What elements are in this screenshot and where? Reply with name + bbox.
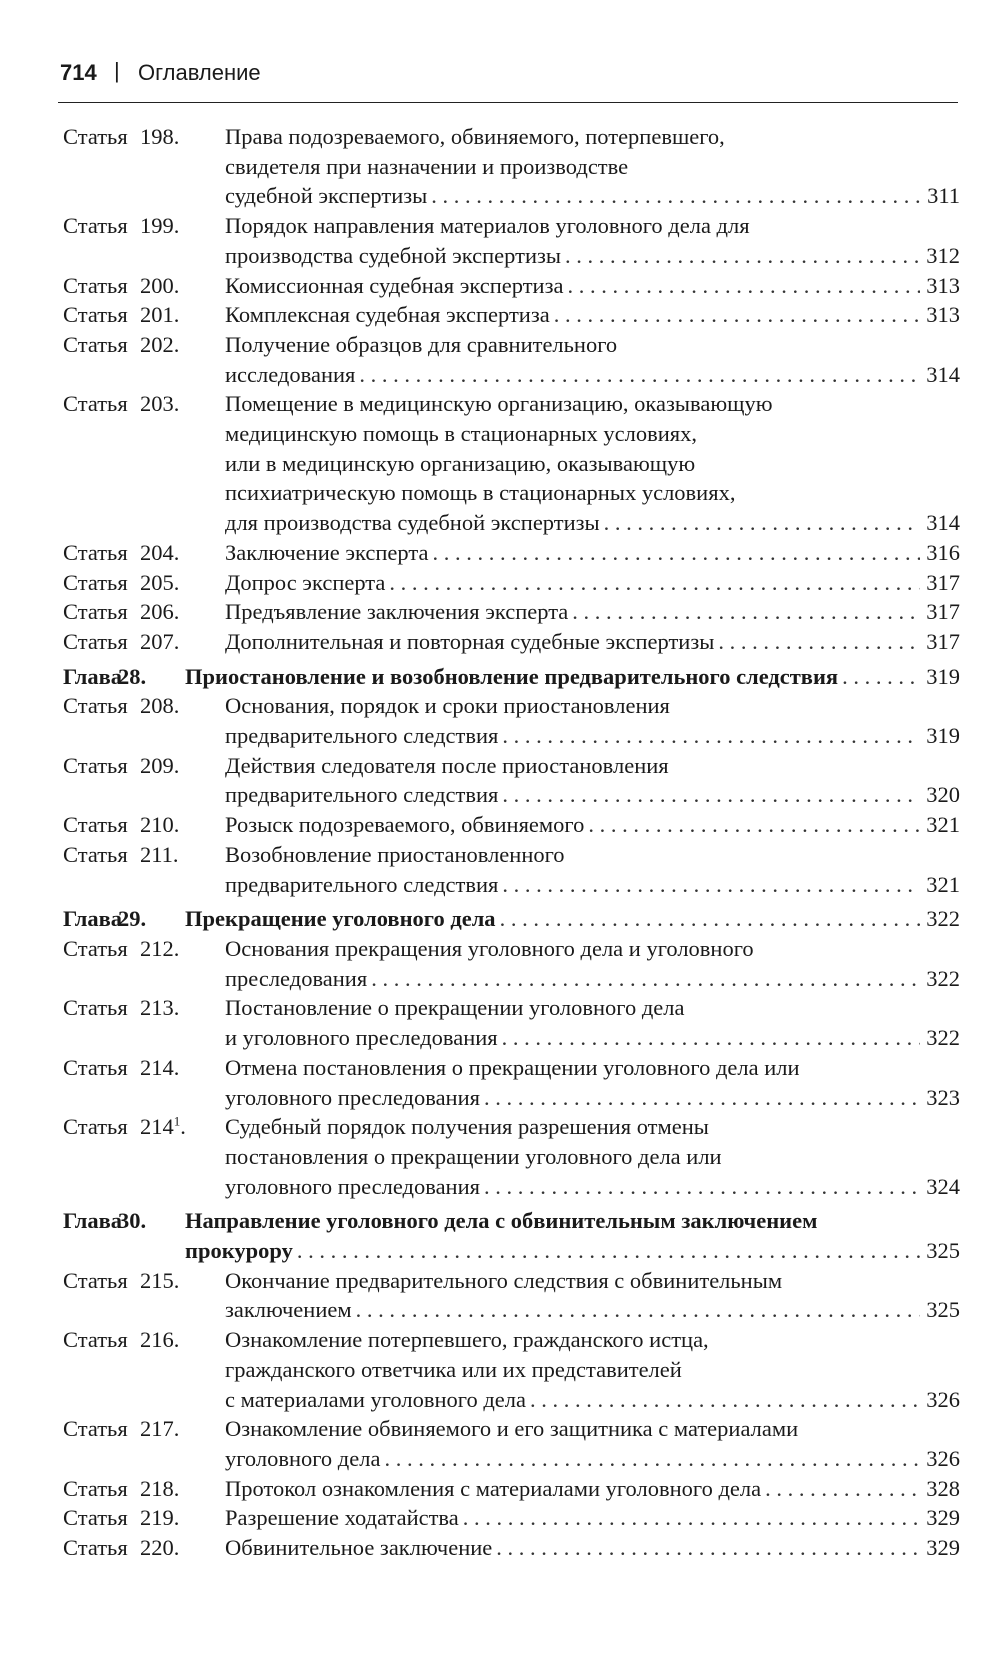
entry-title-text: предварительного следствия [225, 782, 499, 808]
entry-number: 205. [140, 569, 180, 595]
entry-number: 214. [140, 1054, 180, 1080]
dot-leader [384, 1444, 920, 1474]
page-number: 714 [60, 60, 97, 85]
entry-label-word: Статья [63, 628, 128, 654]
entry-title-text: психиатрическую помощь в стационарных условиях, [225, 480, 736, 506]
entry-number: 201. [140, 302, 180, 328]
entry-title-line [225, 810, 960, 840]
entry-title-text: с материалами уголовного дела [225, 1386, 526, 1412]
toc-article-entry [63, 1112, 960, 1201]
entry-label-word: Статья [63, 812, 128, 838]
entry-title-line [225, 597, 960, 627]
entry-label [63, 1474, 213, 1504]
entry-number: 215. [140, 1267, 180, 1293]
entry-label-word: Статья [63, 935, 128, 961]
entry-title-line [225, 1503, 960, 1533]
toc-chapter-entry [63, 1206, 960, 1265]
entry-title-text: Отмена постановления о прекращении уголовного дела или [225, 1054, 800, 1080]
dot-leader [502, 721, 920, 751]
entry-title-text: уголовного преследования [225, 1084, 480, 1110]
entry-number: 208. [140, 693, 180, 719]
entry-title-text: Постановление о прекращении уголовного дела [225, 995, 685, 1021]
entry-title-line [225, 122, 960, 152]
dot-leader [718, 627, 920, 657]
entry-number: 218. [140, 1475, 180, 1501]
toc-article-entry [63, 271, 960, 301]
entry-label [63, 211, 213, 241]
entry-title-line [225, 330, 960, 360]
entry-label-word: Статья [63, 124, 128, 149]
entry-title-text: для производства судебной экспертизы [225, 510, 600, 536]
entry-page-number: 316 [926, 539, 960, 565]
entry-number: 28. [118, 663, 147, 689]
entry-title-line [225, 568, 960, 598]
entry-page-number: 325 [926, 1297, 960, 1323]
entry-page-number: 317 [926, 569, 960, 595]
entry-title-line [225, 449, 960, 479]
entry-page-number: 313 [926, 272, 960, 298]
entry-title-text: предварительного следствия [225, 723, 499, 749]
entry-number: 213. [140, 995, 180, 1021]
entry-title-line [225, 627, 960, 657]
entry-title-line [225, 241, 960, 271]
header-title: Оглавление [138, 60, 261, 85]
entry-label-word: Статья [63, 1327, 128, 1353]
entry-page-number: 329 [926, 1535, 960, 1561]
entry-page-number: 324 [926, 1173, 960, 1199]
entry-page-number: 326 [926, 1386, 960, 1412]
entry-label-word: Статья [63, 1267, 128, 1293]
entry-number: $214^1$. [140, 1113, 186, 1140]
entry-label [63, 568, 213, 598]
dot-leader [484, 1172, 920, 1202]
entry-title-line [185, 904, 960, 934]
entry-title-text: свидетеля при назначении и производстве [225, 153, 629, 179]
entry-number: 209. [140, 752, 180, 778]
entry-label-word: Глава [63, 1208, 123, 1234]
entry-title-line [225, 478, 960, 508]
dot-leader [500, 904, 920, 934]
dot-leader [389, 568, 920, 598]
toc-article-entry [63, 568, 960, 598]
entry-title-text: Помещение в медицинскую организацию, оказывающую [225, 391, 773, 417]
entry-title-line [185, 1236, 960, 1266]
entry-title-text: Допрос эксперта [225, 569, 386, 595]
entry-title-text: Комиссионная судебная экспертиза [225, 272, 564, 298]
toc-article-entry [63, 1266, 960, 1325]
entry-number: 198. [140, 124, 180, 149]
entry-label-word: Статья [63, 1535, 128, 1561]
entry-title-text: Окончание предварительного следствия с обвинительным [225, 1267, 783, 1293]
entry-page-number: 314 [926, 510, 960, 536]
entry-title-text: Получение образцов для сравнительного [225, 331, 618, 357]
entry-title-line [225, 1325, 960, 1355]
dot-leader [431, 181, 920, 211]
entry-title-line [225, 751, 960, 781]
entry-title-text: Протокол ознакомления с материалами уголовного дела [225, 1475, 762, 1501]
entry-title-line [225, 1266, 960, 1296]
dot-leader [502, 1023, 920, 1053]
entry-number: 217. [140, 1416, 180, 1442]
entry-title-text: исследования [225, 361, 356, 387]
dot-leader [359, 360, 920, 390]
entry-label [63, 1325, 213, 1355]
toc-article-entry [63, 330, 960, 389]
entry-title-text: Направление уголовного дела с обвинительным заключением [185, 1208, 818, 1234]
dot-leader [502, 780, 920, 810]
entry-title-text: Розыск подозреваемого, обвиняемого [225, 812, 585, 838]
entry-page-number: 320 [926, 782, 960, 808]
toc-article-entry [63, 627, 960, 657]
entry-title-text: постановления о прекращении уголовного дела или [225, 1143, 722, 1169]
entry-number: 29. [118, 906, 147, 932]
entry-title-line [225, 1385, 960, 1415]
entry-label [63, 538, 213, 568]
entry-number: 212. [140, 935, 180, 961]
entry-title-line [225, 1474, 960, 1504]
toc-article-entry [63, 691, 960, 750]
dot-leader [604, 508, 920, 538]
toc-article-entry [63, 1503, 960, 1533]
entry-label [63, 1503, 213, 1533]
toc-article-entry [63, 934, 960, 993]
header-separator: | [114, 58, 120, 83]
entry-title-text: преследования [225, 965, 368, 991]
entry-page-number: 328 [926, 1475, 960, 1501]
entry-label-word: Статья [63, 995, 128, 1021]
entry-label [63, 934, 213, 964]
entry-number: 199. [140, 213, 180, 239]
toc-article-entry [63, 810, 960, 840]
dot-leader [572, 597, 920, 627]
entry-number: 207. [140, 628, 180, 654]
entry-label-word: Статья [63, 1475, 128, 1501]
entry-label [63, 1414, 213, 1444]
toc-chapter-entry [63, 904, 960, 934]
dot-leader [484, 1083, 920, 1113]
entry-label [63, 1206, 213, 1236]
entry-title-line [225, 419, 960, 449]
entry-title-line [225, 840, 960, 870]
entry-label [63, 300, 213, 330]
entry-title-line [225, 1355, 960, 1385]
table-of-contents [63, 122, 960, 1563]
entry-page-number: 314 [926, 361, 960, 387]
entry-label [63, 122, 213, 152]
entry-title-line [185, 1206, 960, 1236]
entry-title-line [225, 181, 960, 211]
entry-page-number: 325 [926, 1238, 960, 1264]
toc-article-entry [63, 1474, 960, 1504]
entry-label [63, 389, 213, 419]
entry-page-number: 321 [926, 871, 960, 897]
toc-article-entry [63, 993, 960, 1052]
entry-title-text: производства судебной экспертизы [225, 242, 561, 268]
entry-label [63, 1112, 213, 1142]
entry-label-word: Статья [63, 1114, 128, 1140]
entry-title-line [225, 300, 960, 330]
toc-article-entry [63, 389, 960, 538]
dot-leader [297, 1236, 920, 1266]
entry-title-text: Заключение эксперта [225, 539, 429, 565]
dot-leader [432, 538, 920, 568]
entry-label [63, 1533, 213, 1563]
entry-title-line [225, 211, 960, 241]
entry-title-line [225, 780, 960, 810]
entry-page-number: 322 [926, 965, 960, 991]
toc-article-entry [63, 1533, 960, 1563]
dot-leader [371, 964, 920, 994]
entry-title-text: Основания прекращения уголовного дела и уголовного [225, 935, 754, 961]
dot-leader [565, 241, 920, 271]
entry-title-text: Дополнительная и повторная судебные экспертизы [225, 628, 715, 654]
dot-leader [554, 300, 920, 330]
toc-article-entry [63, 122, 960, 211]
entry-title-text: Обвинительное заключение [225, 1535, 493, 1561]
entry-label-word: Глава [63, 663, 123, 689]
entry-title-text: заключением [225, 1297, 352, 1323]
entry-page-number: 317 [926, 599, 960, 625]
entry-page-number: 323 [926, 1084, 960, 1110]
entry-number: 219. [140, 1505, 180, 1531]
entry-page-number: 317 [926, 628, 960, 654]
entry-label-word: Статья [63, 1505, 128, 1531]
entry-label-word: Глава [63, 906, 123, 932]
entry-title-text: Комплексная судебная экспертиза [225, 302, 550, 328]
entry-number: 200. [140, 272, 180, 298]
dot-leader [765, 1474, 920, 1504]
entry-label-word: Статья [63, 752, 128, 778]
entry-page-number: 329 [926, 1505, 960, 1531]
entry-title-text: уголовного преследования [225, 1173, 480, 1199]
entry-label [63, 751, 213, 781]
entry-title-text: судебной экспертизы [225, 183, 428, 209]
toc-article-entry [63, 211, 960, 270]
entry-page-number: 319 [926, 663, 960, 689]
entry-label [63, 840, 213, 870]
entry-label-word: Статья [63, 569, 128, 595]
dot-leader [588, 810, 920, 840]
toc-article-entry [63, 597, 960, 627]
entry-title-text: Возобновление приостановленного [225, 841, 565, 867]
entry-title-text: Ознакомление обвиняемого и его защитника с материалами [225, 1416, 799, 1442]
entry-page-number: 313 [926, 302, 960, 328]
entry-number: 206. [140, 599, 180, 625]
entry-label [63, 271, 213, 301]
entry-label-word: Статья [63, 272, 128, 298]
entry-title-line [225, 993, 960, 1023]
entry-page-number: 321 [926, 812, 960, 838]
dot-leader [356, 1295, 920, 1325]
entry-title-text: Действия следователя после приостановления [225, 752, 669, 778]
toc-article-entry [63, 751, 960, 810]
entry-title-line [225, 1142, 960, 1172]
entry-title-text: Ознакомление потерпевшего, гражданского истца, [225, 1327, 709, 1353]
toc-article-entry [63, 1053, 960, 1112]
entry-title-line [225, 1533, 960, 1563]
entry-title-text: Приостановление и возобновление предварительного следствия [185, 663, 839, 689]
dot-leader [496, 1533, 920, 1563]
entry-title-text: Судебный порядок получения разрешения отмены [225, 1114, 709, 1140]
entry-title-line [225, 964, 960, 994]
toc-article-entry [63, 1414, 960, 1473]
entry-title-line [225, 1172, 960, 1202]
entry-label [63, 993, 213, 1023]
entry-number: 220. [140, 1535, 180, 1561]
entry-label [63, 1053, 213, 1083]
entry-label-word: Статья [63, 1416, 128, 1442]
entry-page-number: 322 [926, 906, 960, 932]
toc-article-entry [63, 538, 960, 568]
entry-label [63, 662, 213, 692]
dot-leader [502, 870, 920, 900]
entry-title-line [185, 662, 960, 692]
entry-label-word: Статья [63, 599, 128, 625]
entry-title-text: медицинскую помощь в стационарных условиях, [225, 421, 697, 447]
entry-label-word: Статья [63, 213, 128, 239]
entry-title-line [225, 538, 960, 568]
entry-title-line [225, 508, 960, 538]
entry-title-line [225, 389, 960, 419]
entry-title-text: и уголовного преследования [225, 1025, 498, 1051]
entry-label [63, 597, 213, 627]
entry-page-number: 312 [926, 242, 960, 268]
dot-leader [842, 662, 920, 692]
entry-title-text: гражданского ответчика или их представителей [225, 1356, 682, 1382]
entry-label-word: Статья [63, 539, 128, 565]
toc-article-entry [63, 300, 960, 330]
entry-number-superscript: 1 [173, 1113, 181, 1129]
entry-label-word: Статья [63, 1054, 128, 1080]
entry-title-line [225, 1112, 960, 1142]
entry-number: 204. [140, 539, 180, 565]
entry-page-number: 326 [926, 1445, 960, 1471]
dot-leader [530, 1385, 920, 1415]
entry-title-text: предварительного следствия [225, 871, 499, 897]
entry-label-word: Статья [63, 302, 128, 328]
entry-title-line [225, 1295, 960, 1325]
entry-title-text: Основания, порядок и сроки приостановления [225, 693, 670, 719]
running-header [58, 58, 958, 103]
entry-title-text: Разрешение ходатайства [225, 1505, 459, 1531]
entry-title-text: уголовного дела [225, 1445, 381, 1471]
entry-title-line [225, 1083, 960, 1113]
entry-page-number: 319 [926, 723, 960, 749]
entry-page-number: 311 [927, 183, 960, 209]
entry-label [63, 904, 213, 934]
entry-label [63, 330, 213, 360]
entry-title-text: прокурору [185, 1238, 293, 1264]
entry-label-word: Статья [63, 331, 128, 357]
entry-title-line [225, 1053, 960, 1083]
entry-title-line [225, 691, 960, 721]
entry-title-text: или в медицинскую организацию, оказывающую [225, 450, 696, 476]
entry-label-word: Статья [63, 841, 128, 867]
entry-label [63, 1266, 213, 1296]
entry-title-line [225, 360, 960, 390]
dot-leader [567, 271, 920, 301]
entry-number: 203. [140, 391, 180, 417]
entry-label [63, 810, 213, 840]
dot-leader [463, 1503, 920, 1533]
entry-label [63, 627, 213, 657]
entry-number: 216. [140, 1327, 180, 1353]
entry-number: 211. [140, 841, 179, 867]
entry-title-text: Права подозреваемого, обвиняемого, потерпевшего, [225, 124, 725, 149]
entry-title-text: Прекращение уголовного дела [185, 906, 496, 932]
entry-number: 202. [140, 331, 180, 357]
entry-number: 210. [140, 812, 180, 838]
toc-article-entry [63, 840, 960, 899]
entry-page-number: 322 [926, 1025, 960, 1051]
entry-title-text: Предъявление заключения эксперта [225, 599, 569, 625]
entry-number: 30. [118, 1208, 147, 1234]
entry-title-text: Порядок направления материалов уголовного дела для [225, 213, 750, 239]
entry-label [63, 691, 213, 721]
entry-title-line [225, 870, 960, 900]
entry-title-line [225, 934, 960, 964]
entry-title-line [225, 152, 960, 182]
toc-chapter-entry [63, 662, 960, 692]
entry-title-line [225, 1023, 960, 1053]
entry-label-word: Статья [63, 391, 128, 417]
entry-title-line [225, 1414, 960, 1444]
entry-title-line [225, 271, 960, 301]
toc-article-entry [63, 1325, 960, 1414]
entry-title-line [225, 721, 960, 751]
entry-title-line [225, 1444, 960, 1474]
entry-label-word: Статья [63, 693, 128, 719]
